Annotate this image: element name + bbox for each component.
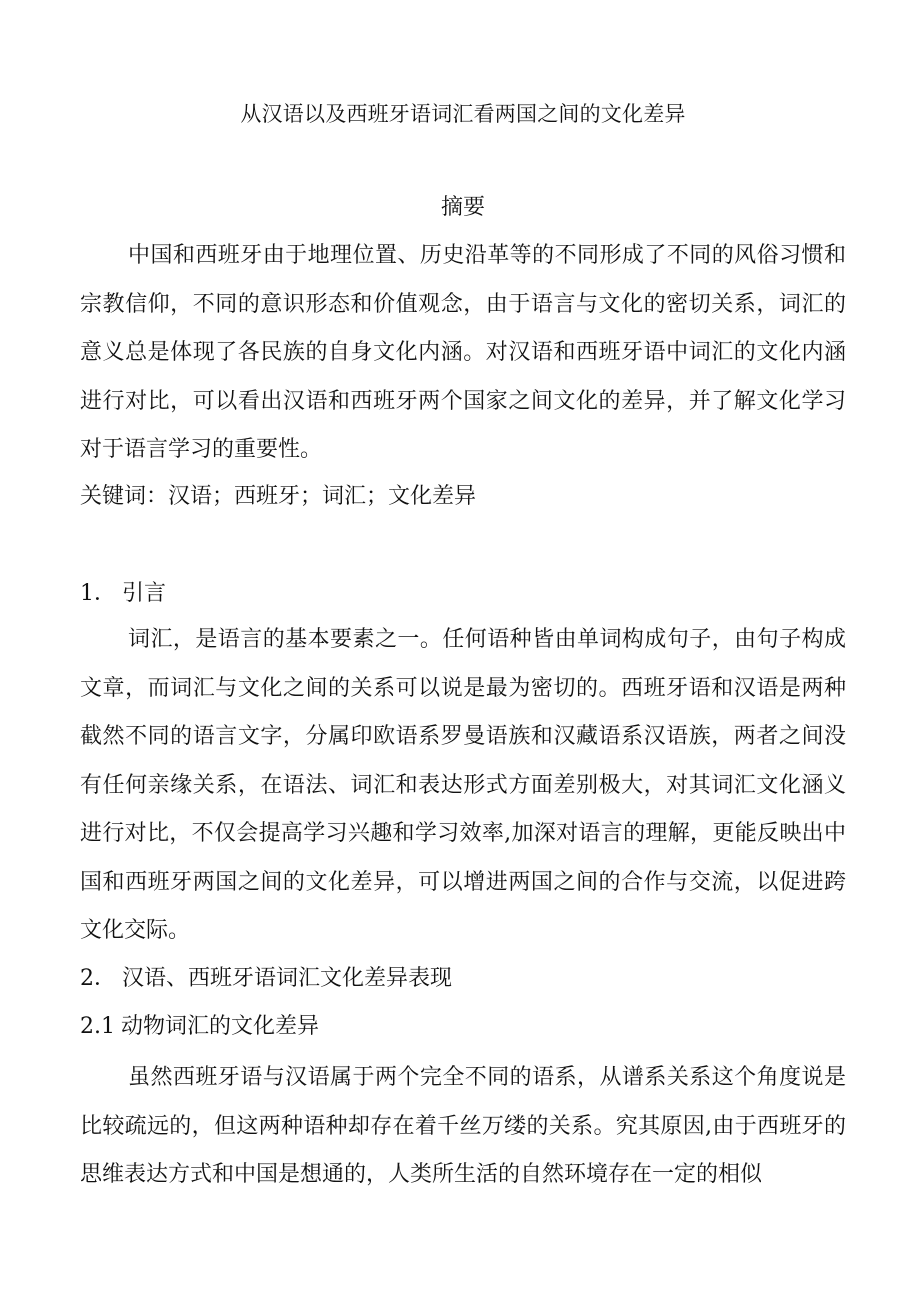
keywords-line: 关键词：汉语；西班牙；词汇；文化差异: [80, 484, 477, 509]
section-2-1-title: 动物词汇的文化差异: [121, 1014, 320, 1039]
abstract-paragraph: 中国和西班牙由于地理位置、历史沿革等的不同形成了不同的风俗习惯和宗教信仰，不同的意识形态和价值观念，由于语言与文化的密切关系，词汇的意义总是体现了各民族的自身文化内涵。对汉语和西班牙语中词汇的文化内涵进行对比，可以看出汉语和西班牙两个国家之间文化的差异，并了解文化学习对于语言学习的重要性。: [80, 243, 846, 462]
section-2-1-paragraph: 虽然西班牙语与汉语属于两个完全不同的语系，从谱系关系这个角度说是比较疏远的，但这两种语种却存在着千丝万缕的关系。究其原因,由于西班牙的思维表达方式和中国是想通的，人类所生活的自然环境存在一定的相似: [80, 1065, 846, 1187]
section-2-1-heading: [80, 1007, 846, 1047]
abstract-heading: 摘要: [440, 195, 485, 220]
section-2-heading: [80, 959, 846, 999]
section-2-number: 2．: [80, 966, 116, 991]
section-1-heading: [80, 574, 846, 614]
section-2-1-number: 2.1: [80, 1014, 115, 1039]
section-1-number: 1．: [80, 581, 116, 606]
document-page: [80, 0, 846, 1301]
section-1-title: 引言: [122, 581, 167, 606]
document-title: 从汉语以及西班牙语词汇看两国之间的文化差异: [240, 102, 686, 126]
section-2-title: 汉语、西班牙语词汇文化差异表现: [122, 966, 453, 991]
section-1-paragraph: 词汇，是语言的基本要素之一。任何语种皆由单词构成句子，由句子构成文章，而词汇与文化之间的关系可以说是最为密切的。西班牙语和汉语是两种截然不同的语言文字，分属印欧语系罗曼语族和汉藏语系汉语族，两者之间没有任何亲缘关系，在语法、词汇和表达形式方面差别极大，对其词汇文化涵义进行对比，不仅会提高学习兴趣和学习效率,加深对语言的理解，更能反映出中国和西班牙两国之间的文化差异，可以增进两国之间的合作与交流，以促进跨文化交际。: [80, 627, 846, 943]
